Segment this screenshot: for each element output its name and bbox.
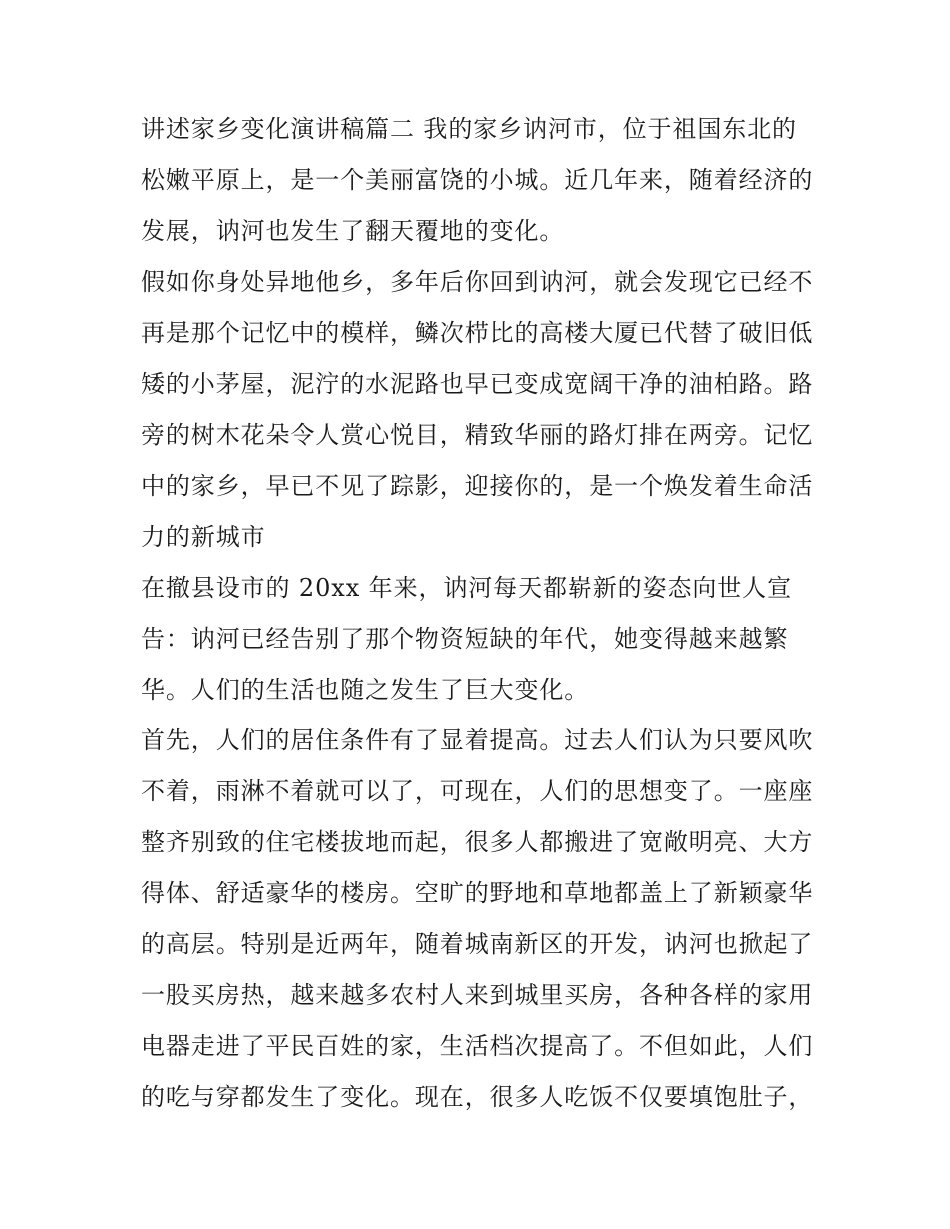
text-line: 松嫩平原上，是一个美丽富饶的小城。近几年来，随着经济的 <box>141 166 814 194</box>
text-line: 华。人们的生活也随之发生了巨大变化。 <box>141 676 590 704</box>
text-line: 假如你身处异地他乡，多年后你回到讷河，就会发现它已经不 <box>141 268 814 296</box>
text-line: 电器走进了平民百姓的家，生活档次提高了。不但如此，人们 <box>141 1032 814 1060</box>
text-line: 旁的树木花朵令人赏心悦目，精致华丽的路灯排在两旁。记忆 <box>141 421 814 449</box>
text-line: 的吃与穿都发生了变化。现在，很多人吃饭不仅要填饱肚子， <box>141 1083 814 1111</box>
text-line: 的高层。特别是近两年，随着城南新区的开发，讷河也掀起了 <box>141 930 814 958</box>
text-line: 发展，讷河也发生了翻天覆地的变化。 <box>141 217 565 245</box>
text-line: 力的新城市 <box>141 523 266 551</box>
text-line: 在撤县设市的 20xx 年来，讷河每天都崭新的姿态向世人宣 <box>141 574 792 602</box>
text-line: 不着，雨淋不着就可以了，可现在，人们的思想变了。一座座 <box>141 777 814 805</box>
text-line: 得体、舒适豪华的楼房。空旷的野地和草地都盖上了新颖豪华 <box>141 879 814 907</box>
text-line: 讲述家乡变化演讲稿篇二 我的家乡讷河市，位于祖国东北的 <box>141 115 797 143</box>
text-line: 整齐别致的住宅楼拔地而起，很多人都搬进了宽敞明亮、大方 <box>141 828 814 856</box>
text-line: 中的家乡，早已不见了踪影，迎接你的，是一个焕发着生命活 <box>141 472 814 500</box>
text-line: 告：讷河已经告别了那个物资短缺的年代，她变得越来越繁 <box>141 625 789 653</box>
text-line: 一股买房热，越来越多农村人来到城里买房，各种各样的家用 <box>141 981 814 1009</box>
text-line: 再是那个记忆中的模样，鳞次栉比的高楼大厦已代替了破旧低 <box>141 319 814 347</box>
text-line: 矮的小茅屋，泥泞的水泥路也早已变成宽阔干净的油柏路。路 <box>141 370 814 398</box>
text-line: 首先，人们的居住条件有了显着提高。过去人们认为只要风吹 <box>141 726 814 754</box>
